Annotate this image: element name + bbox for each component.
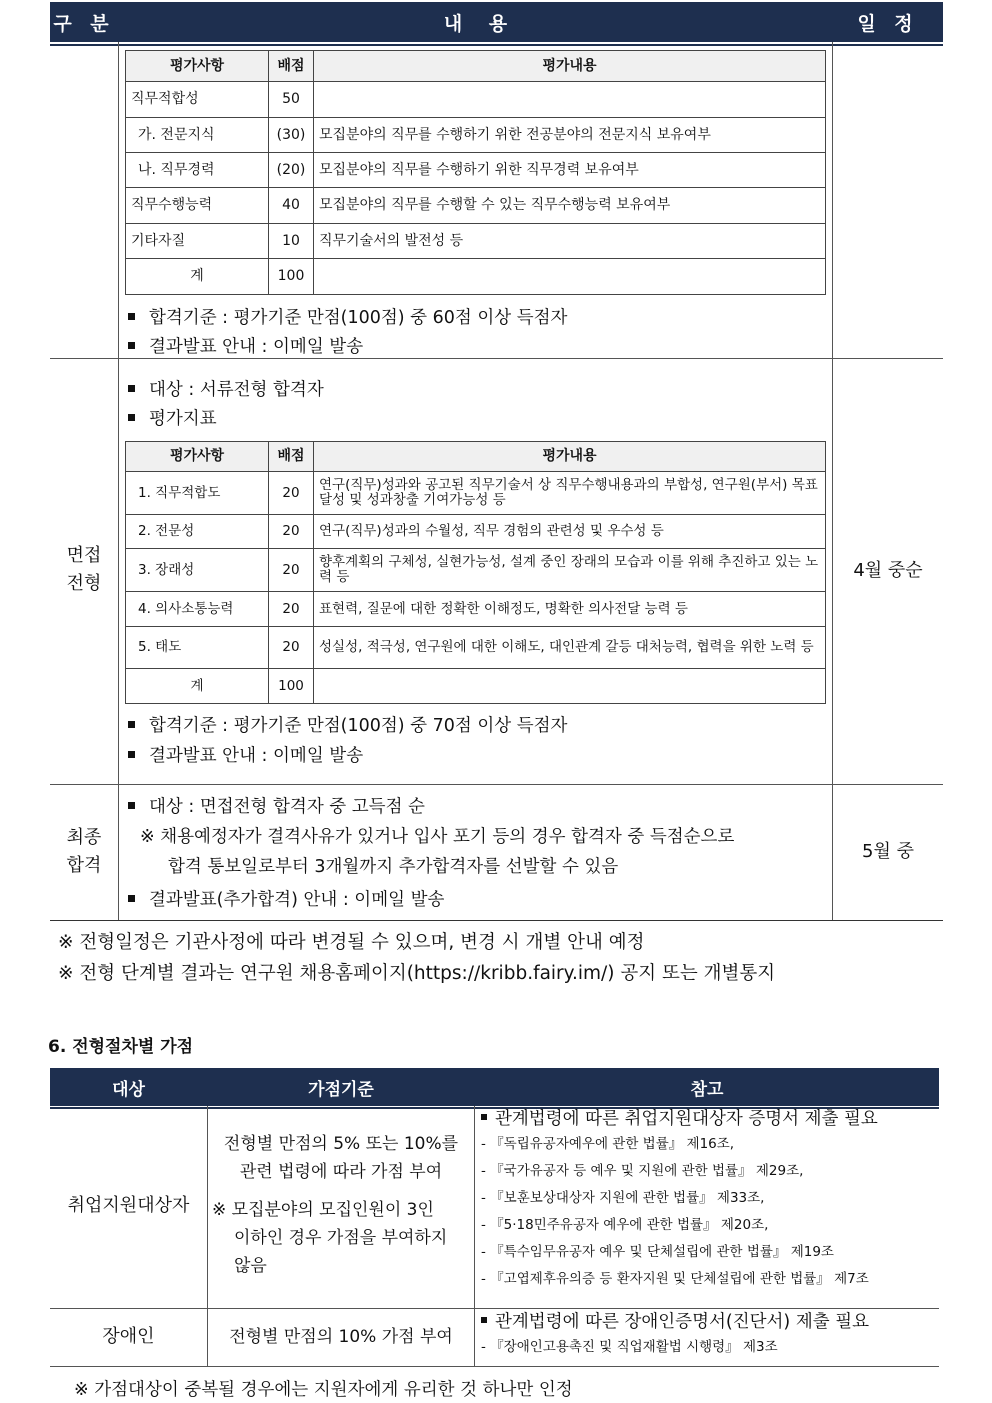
bonus-reference-disabled [481,1310,936,1360]
eval-item: 가. 전문지식 [126,118,269,153]
interview-indicator: 평가지표 [125,405,217,430]
bonus-criteria-disabled: 전형별 만점의 10% 가점 부여 [229,1327,453,1347]
bonus-target-disabled: 장애인 [102,1326,155,1347]
result-notice-note: ※ 전형 단계별 결과는 연구원 채용홈페이지(https://kribb.fairy.im/) 공지 또는 개별통지 [58,963,776,984]
doc-pass-criteria: 합격기준 : 평가기준 만점(100점) 중 60점 이상 득점자 [125,304,567,329]
eval-content: 직무기술서의 발전성 등 [314,224,826,259]
interview-score: 20 [269,592,314,627]
interview-label: 면접 전형 [66,545,102,594]
th-content: 평가내용 [314,442,826,472]
interview-score: 20 [269,515,314,549]
bonus-criteria-veterans: 전형별 만점의 5% 또는 10%를 관련 법령에 따라 가점 부여 ※ 모집분야의 모집인원이 3인 이하인 경우 가점을 부여하지 않음 [212,1134,459,1276]
ref-head-veterans: 관계법령에 따른 취업지원대상자 증명서 제출 필요 [495,1109,878,1129]
interview-score: 20 [269,549,314,592]
interview-eval-table [125,441,826,704]
final-target: 대상 : 면접전형 합격자 중 고득점 순 [125,793,425,818]
eval-content: 모집분야의 직무를 수행하기 위한 직무경력 보유여부 [314,153,826,188]
interview-content: 성실성, 적극성, 연구원에 대한 이해도, 대인관계 갈등 대처능력, 협력을 위한 노력 등 [314,627,826,669]
bonus-target-veterans: 취업지원대상자 [67,1195,190,1216]
eval-total-score: 100 [269,259,314,295]
interview-content: 연구(직무)성과의 수월성, 직무 경험의 관련성 및 우수성 등 [314,515,826,549]
th-score: 배점 [269,51,314,82]
interview-item: 5. 태도 [126,627,269,669]
interview-item: 2. 전문성 [126,515,269,549]
bonus-footnote: ※ 가점대상이 중복될 경우에는 지원자에게 유리한 것 하나만 인정 [74,1380,573,1400]
document-eval-table [125,50,826,295]
eval-total-label: 계 [126,259,269,295]
interview-content: 표현력, 질문에 대한 정확한 이해정도, 명확한 의사전달 능력 등 [314,592,826,627]
interview-content: 연구(직무)성과와 공고된 직무기술서 상 직무수행내용과의 부합성, 연구원(부서) 목표달성 및 성과창출 기여가능성 등 [314,472,826,515]
ref-law-item: - 『5·18민주유공자 예우에 관한 법률』 제20조, [481,1217,769,1233]
eval-item: 직무적합성 [126,82,269,118]
eval-content: 모집분야의 직무를 수행하기 위한 전공분야의 전문지식 보유여부 [314,118,826,153]
interview-content [314,669,826,704]
ref-law-item: - 『보훈보상대상자 지원에 관한 법률』 제33조, [481,1190,765,1206]
eval-item: 직무수행능력 [126,188,269,224]
ref-law-item: - 『고엽제후유의증 등 환자지원 및 단체설립에 관한 법률』 제7조 [481,1271,869,1287]
eval-content [314,259,826,295]
doc-result-notice: 결과발표 안내 : 이메일 발송 [125,333,363,358]
interview-score: 20 [269,472,314,515]
interview-result-notice: 결과발표 안내 : 이메일 발송 [125,742,363,767]
interview-item: 3. 장래성 [126,549,269,592]
bonus-header-reference: 참고 [690,1079,724,1100]
interview-score: 20 [269,627,314,669]
bonus-reference-veterans [481,1107,936,1293]
eval-item: 나. 직무경력 [126,153,269,188]
interview-target: 대상 : 서류전형 합격자 [125,376,324,401]
ref-law-item: - 『특수임무유공자 예우 및 단체설립에 관한 법률』 제19조 [481,1244,834,1260]
final-result-notice: 결과발표(추가합격) 안내 : 이메일 발송 [125,886,444,911]
header-schedule: 일 정 [857,12,919,35]
interview-total-score: 100 [269,669,314,704]
eval-content: 모집분야의 직무를 수행할 수 있는 직무수행능력 보유여부 [314,188,826,224]
header-content: 내 용 [443,12,508,35]
final-label: 최종 합격 [66,827,102,876]
ref-law-item: - 『국가유공자 등 예우 및 지원에 관한 법률』 제29조, [481,1163,804,1179]
eval-score: (30) [269,118,314,153]
interview-item: 4. 의사소통능력 [126,592,269,627]
eval-item: 기타자질 [126,224,269,259]
ref-law-item: - 『장애인고용촉진 및 직업재활법 시행령』 제3조 [481,1339,778,1355]
eval-content [314,82,826,118]
final-note-line2: 합격 통보일로부터 3개월까지 추가합격자를 선발할 수 있음 [168,857,619,877]
ref-head-disabled: 관계법령에 따른 장애인증명서(진단서) 제출 필요 [495,1312,870,1332]
schedule-change-note: ※ 전형일정은 기관사정에 따라 변경될 수 있으며, 변경 시 개별 안내 예정 [58,932,645,953]
bonus-header-criteria: 가점기준 [308,1079,374,1100]
interview-item: 1. 직무적합도 [126,472,269,515]
eval-score: 40 [269,188,314,224]
th-content: 평가내용 [314,51,826,82]
eval-score: (20) [269,153,314,188]
th-score: 배점 [269,442,314,472]
final-note-line1: ※ 채용예정자가 결격사유가 있거나 입사 포기 등의 경우 합격자 중 득점순으로 [140,827,735,847]
th-item: 평가사항 [126,51,269,82]
interview-total-label: 계 [126,669,269,704]
eval-score: 10 [269,224,314,259]
final-schedule: 5월 중 [862,841,914,862]
interview-pass-criteria: 합격기준 : 평가기준 만점(100점) 중 70점 이상 득점자 [125,712,567,737]
section6-title: 6. 전형절차별 가점 [48,1037,194,1057]
bonus-header-target: 대상 [112,1079,145,1100]
ref-law-item: - 『독립유공자예우에 관한 법률』 제16조, [481,1136,735,1152]
eval-score: 50 [269,82,314,118]
interview-schedule: 4월 중순 [853,560,923,581]
th-item: 평가사항 [126,442,269,472]
header-category: 구 분 [53,12,115,35]
interview-content: 향후계획의 구체성, 실현가능성, 설계 중인 장래의 모습과 이를 위해 추진하고 있는 노력 등 [314,549,826,592]
